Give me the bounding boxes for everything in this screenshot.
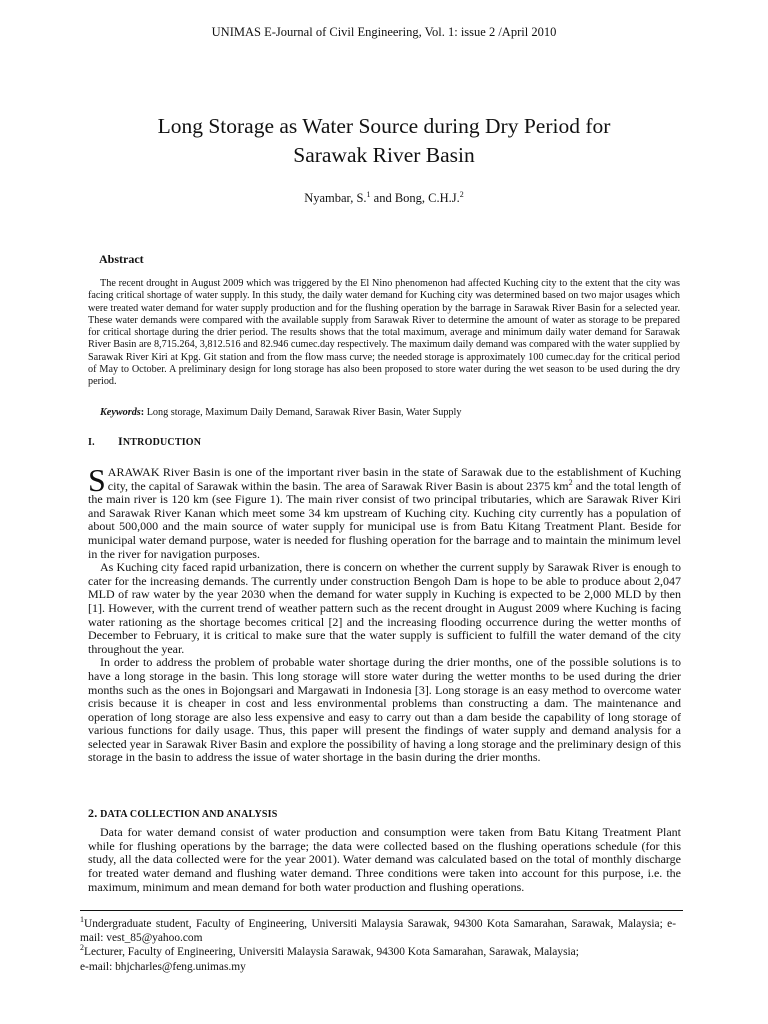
section-1-initial: I: [118, 434, 123, 448]
paper-title: [84, 112, 684, 170]
section-2-number: 2.: [88, 806, 98, 820]
footnote-2-email: e-mail: bhjcharles@feng.unimas.my: [80, 960, 246, 973]
title-line-2: Sarawak River Basin: [293, 143, 475, 167]
title-line-1: Long Storage as Water Source during Dry Period for: [157, 114, 611, 138]
keywords: [100, 407, 680, 418]
data-collection-paragraph: Data for water demand consist of water production and consumption were taken from Batu Kitang Treatment Plant while for flushing operations by the barrage; the data were collected based on the flushing operations schedule (for this study, all the data collected were for the year 2001). Water demand was calculated based on the total of monthly discharge for treated water demand and flushing water demand. Three conditions were taken into account for this purpose, i.e. the maximum, minimum and mean demand for both water production and flushing operations.: [88, 825, 681, 894]
section-2-title: DATA COLLECTION AND ANALYSIS: [97, 809, 278, 820]
section-1-heading: [88, 434, 201, 449]
introduction-body: [88, 462, 681, 765]
intro-paragraph-1: [88, 462, 681, 561]
footnotes: [80, 917, 676, 974]
footnote-2-text: Lecturer, Faculty of Engineering, Universiti Malaysia Sarawak, 94300 Kota Samarahan, Sarawak, Malaysia;: [84, 946, 579, 959]
abstract-text: The recent drought in August 2009 which was triggered by the El Nino phenomenon had affected Kuching city to the extent that the city was facing critical shortage of water supply. In this study, the daily water demand for Kuching city was determined based on two major usages which were treated water demand for water supply production and for the flushing operation by the barrage in Sarawak River Basin for a selected year. These water demands were compared with the available supply from Sarawak River to determine the amount of water as storage to be prepared for critical shortage during the drier period. The results shows that the total maximum, average and minimum daily water demand for Sarawak River Basin are 8,715.264, 3,812.516 and 82.946 cumec.day respectively. The maximum daily demand was compared with the water supplied by Sarawak River Kiri at Kpg. Git station and from the flow mass curve; the needed storage is approximately 100 cumec.day for the critical period of May to October. A preliminary design for long storage has also been proposed to store water during the wet season to be used during the dry period.: [88, 278, 680, 388]
drop-cap: S: [88, 462, 106, 498]
author-2-mark: 2: [459, 189, 464, 199]
footnote-divider: [80, 910, 683, 911]
author-list: [0, 191, 768, 206]
author-1: Nyambar, S.: [304, 191, 367, 205]
author-2: Bong, C.H.J.: [394, 191, 460, 205]
intro-paragraph-2: As Kuching city faced rapid urbanization, there is concern on whether the current supply by Sarawak River is enough to cater for the increasing demands. The currently under construction Bengoh Dam is hope to be able to produce about 2,047 MLD of raw water by the year 2030 when the demand for water supply in Kuching is expected to be 2,000 MLD by then [1]. However, with the current trend of weather pattern such as the recent drought in August 2009 where Kuching is facing water rationing as the shortage becomes critical [2] and the increasing flooding occurrence during the wetter months of December to February, it is critical to make sure that the water supply is sufficient to fulfill the water demand of the city throughout the year.: [88, 560, 681, 656]
author-1-mark: 1: [366, 189, 371, 199]
section-1-number: I.: [88, 437, 95, 448]
intro-p1-text-b: and the total length of the main river is 120 km (see Figure 1). The main river consist of two principal tributaries, which are Sarawak River Kiri and Sarawak River Kanan which meet some 34 km upstream of Kuching city. Kuching city currently has a population of about 500,000 and the main source of water supply for municipal use is from Batu Kitang Treatment Plant. Beside for municipal water demand purpose, water is needed for flushing operation for the barrage and to maintain the minimum level in the river for navigation purposes.: [88, 478, 681, 561]
intro-p1-text-a: ARAWAK River Basin is one of the important river basin in the state of Sarawak due to the establishment of Kuching city, the capital of Sarawak within the basin. The area of Sarawak River Basin is about 2375 km: [107, 465, 681, 493]
keywords-text: Long storage, Maximum Daily Demand, Sarawak River Basin, Water Supply: [144, 407, 462, 418]
keywords-label: Keywords: [100, 407, 141, 418]
journal-header: UNIMAS E-Journal of Civil Engineering, Vol. 1: issue 2 /April 2010: [211, 25, 557, 39]
footnote-2: [80, 945, 676, 959]
intro-paragraph-3: In order to address the problem of probable water shortage during the drier months, one of the possible solutions is to have a long storage in the basin. This long storage will store water during the wetter months to be used during the drier months such as the ones in Bojongsari and Margawati in Indonesia [3]. Long storage is an easy method to overcome water crisis because it is cheaper in cost and less environmental problems than constructing a dam. The maintenance and operation of long storage are also less expensive and easy to carry out than a dam beside the capability of long storage of various functions for daily usage. Thus, this paper will present the findings of water supply and demand analysis for a selected year in Sarawak River Basin and explore the possibility of having a long storage and the preliminary design of this storage in the basin to address the issue of water shortage in the basin during the drier months.: [88, 655, 681, 765]
section-1-title: NTRODUCTION: [122, 437, 202, 448]
abstract-heading: Abstract: [99, 252, 144, 266]
km2-superscript: 2: [568, 477, 573, 487]
footnote-2-mark: 2: [80, 943, 84, 953]
footnote-1: [80, 917, 676, 945]
footnote-1-mark: 1: [80, 915, 84, 925]
section-2-heading: [88, 806, 278, 821]
author-separator: and: [370, 191, 395, 205]
keywords-colon: :: [140, 407, 145, 418]
footnote-1-text: Undergraduate student, Faculty of Engineering, Universiti Malaysia Sarawak, 94300 Kota Samarahan, Sarawak, Malaysia; e-mail: vest_85@yahoo.com: [80, 918, 676, 945]
